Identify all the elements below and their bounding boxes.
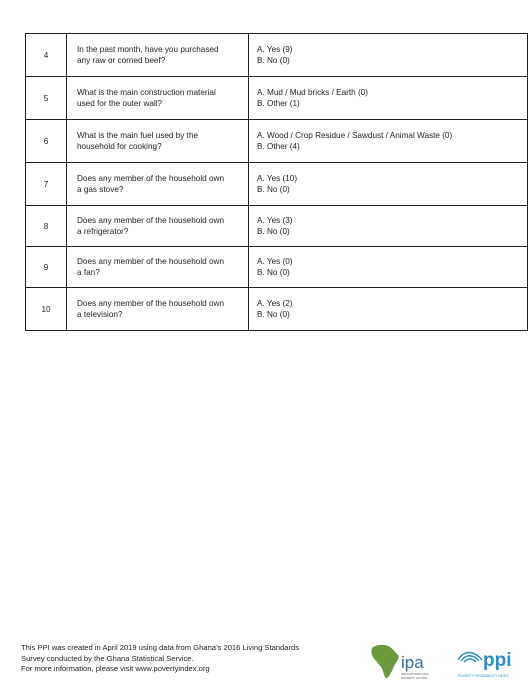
table-row xyxy=(26,206,528,247)
answer-options xyxy=(249,163,528,206)
table-row xyxy=(26,34,528,77)
answer-b: B. No (0) xyxy=(257,310,290,319)
table-row xyxy=(26,247,528,288)
answer-b: B. No (0) xyxy=(257,268,290,277)
answer-a: A. Mud / Mud bricks / Earth (0) xyxy=(257,88,369,97)
answer-a: A. Yes (0) xyxy=(257,257,293,266)
table-row xyxy=(26,120,528,163)
question-text: Does any member of the household own a fan? xyxy=(67,247,249,288)
answer-options xyxy=(249,206,528,247)
footer-note: This PPI was created in April 2019 using data from Ghana’s 2016 Living Standards Survey conducted by the Ghana Statistical Service. For more information, please visit www.povertyindex.org xyxy=(21,643,351,675)
answer-b: B. No (0) xyxy=(257,227,290,236)
wave-icon xyxy=(458,653,482,663)
question-number: 9 xyxy=(26,247,67,288)
footer-link-line: For more information, please visit www.povertyindex.org xyxy=(21,664,210,673)
svg-text:ppi: ppi xyxy=(483,650,512,671)
svg-text:POVERTY ACTION: POVERTY ACTION xyxy=(401,676,428,680)
table-row xyxy=(26,288,528,331)
question-number: 6 xyxy=(26,120,67,163)
question-number: 5 xyxy=(26,77,67,120)
question-number: 7 xyxy=(26,163,67,206)
answer-a: A. Yes (10) xyxy=(257,174,298,183)
answer-b: B. No (0) xyxy=(257,185,290,194)
question-number: 8 xyxy=(26,206,67,247)
answer-options xyxy=(249,120,528,163)
question-text: In the past month, have you purchased any raw or corned beef? xyxy=(67,34,249,77)
answer-b: B. Other (4) xyxy=(257,142,300,151)
ppi-questions-table xyxy=(25,33,528,331)
svg-text:ipa: ipa xyxy=(401,653,424,672)
answer-a: A. Wood / Crop Residue / Sawdust / Animal Waste (0) xyxy=(257,131,453,140)
ppi-logo xyxy=(456,640,532,682)
answer-options xyxy=(249,77,528,120)
answer-options xyxy=(249,288,528,331)
question-text: What is the main fuel used by the household for cooking? xyxy=(67,120,249,163)
answer-a: A. Yes (3) xyxy=(257,216,293,225)
table-row xyxy=(26,77,528,120)
question-text: Does any member of the household own a refrigerator? xyxy=(67,206,249,247)
answer-options xyxy=(249,247,528,288)
question-number: 10 xyxy=(26,288,67,331)
answer-options xyxy=(249,34,528,77)
answer-a: A. Yes (2) xyxy=(257,299,293,308)
answer-b: B. No (0) xyxy=(257,56,290,65)
question-number: 4 xyxy=(26,34,67,77)
africa-map-icon xyxy=(371,645,398,678)
question-text: What is the main construction material used for the outer wall? xyxy=(67,77,249,120)
question-text: Does any member of the household own a television? xyxy=(67,288,249,331)
answer-b: B. Other (1) xyxy=(257,99,300,108)
svg-text:POVERTY PROBABILITY INDEX: POVERTY PROBABILITY INDEX xyxy=(458,674,509,678)
table-row xyxy=(26,163,528,206)
question-text: Does any member of the household own a gas stove? xyxy=(67,163,249,206)
ipa-logo xyxy=(366,638,446,682)
answer-a: A. Yes (9) xyxy=(257,45,293,54)
svg-text:INNOVATIONS FOR: INNOVATIONS FOR xyxy=(401,672,429,676)
